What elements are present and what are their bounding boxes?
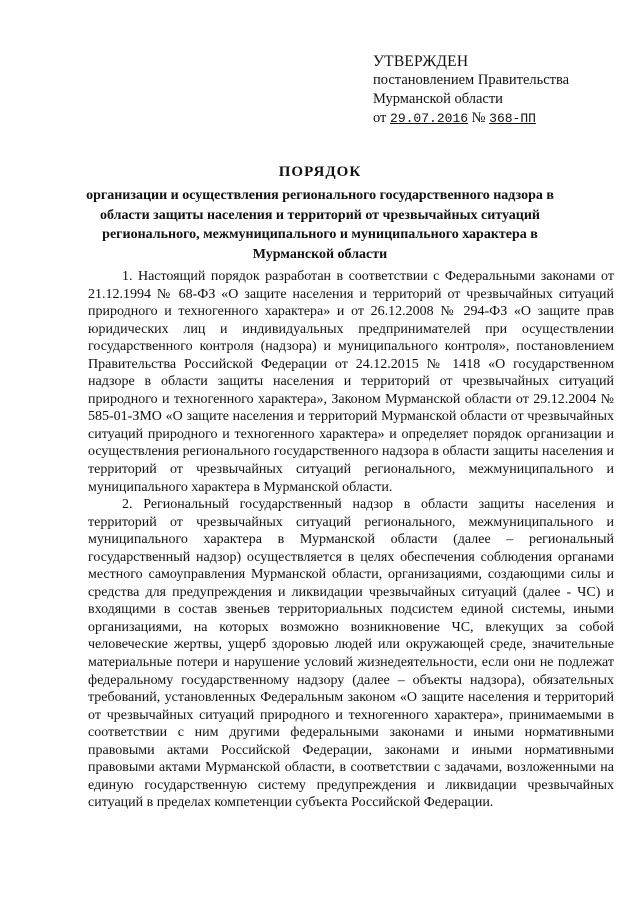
approval-date: 29.07.2016 — [390, 111, 469, 126]
approval-line-2: Мурманской области — [373, 91, 503, 107]
approval-number-sign: № — [471, 110, 486, 126]
approval-prefix: от — [373, 110, 387, 126]
paragraph-2: 2. Региональный государственный надзор в области защиты населения и территорий от чрезвычайных ситуаций регионального, межмуниципального и муниципального характера в Мурманской области (далее – региональный государственный надзор) осуществляется в целях обеспечения соблюдения органами местного самоуправления Мурманской области, организациями, создающими силы и средства для предупреждения и ликвидации чрезвычайных ситуаций (далее - ЧС) и входящими в состав звеньев территориальных подсистем единой системы, иными организациями, на которых возможно возникновение ЧС, влекущих за собой человеческие жертвы, ущерб здоровью людей или окружающей среде, значительные материальные потери и нарушение условий жизнедеятельности, если они не подлежат федеральному государственному надзору (далее – объекты надзора), обязательных требований, установленных Федеральным законом «О защите населения и территорий от чрезвычайных ситуаций природного и техногенного характера», принимаемыми в соответствии с ним другими федеральными законами и иными нормативными правовыми актами Российской Федерации, законами и иными нормативными правовыми актами Мурманской области, в соответствии с задачами, возложенными на единую государственную систему предупреждения и ликвидации чрезвычайных ситуаций в пределах компетенции субъекта Российской Федерации. — [88, 497, 614, 811]
approval-number: 368-ПП — [489, 111, 536, 126]
approval-stamp — [373, 52, 569, 128]
approval-date-line — [373, 109, 569, 128]
document-body — [88, 268, 614, 812]
paragraph-1: 1. Настоящий порядок разработан в соответствии с Федеральными законами от 21.12.1994 № 68-ФЗ «О защите населения и территорий от чрезвычайных ситуаций природного и техногенного характера» и от 26.12.2008 № 294-ФЗ «О защите прав юридических лиц и индивидуальных предпринимателей при осуществлении государственного контроля (надзора) и муниципального контроля», постановлением Правительства Российской Федерации от 24.12.2015 № 1418 «О государственном надзоре в области защиты населения и территорий от чрезвычайных ситуаций природного и техногенного характера», Законом Мурманской области от 29.12.2004 № 585-01-ЗМО «О защите населения и территорий Мурманской области от чрезвычайных ситуаций природного и техногенного характера» и определяет порядок организации и осуществления регионального государственного надзора в области защиты населения и территорий от чрезвычайных ситуаций регионального, межмуниципального и муниципального характера в Мурманской области. — [88, 269, 614, 495]
document-subtitle: организации и осуществления регионального государственного надзора в области защиты населения и территорий от чрезвычайных ситуаций регионального, межмуниципального и муниципального характера в Мурманской области — [86, 188, 554, 262]
approval-line-1: постановлением Правительства — [373, 72, 570, 88]
approval-heading: УТВЕРЖДЕН — [373, 53, 469, 70]
document-title: ПОРЯДОК — [278, 164, 362, 180]
